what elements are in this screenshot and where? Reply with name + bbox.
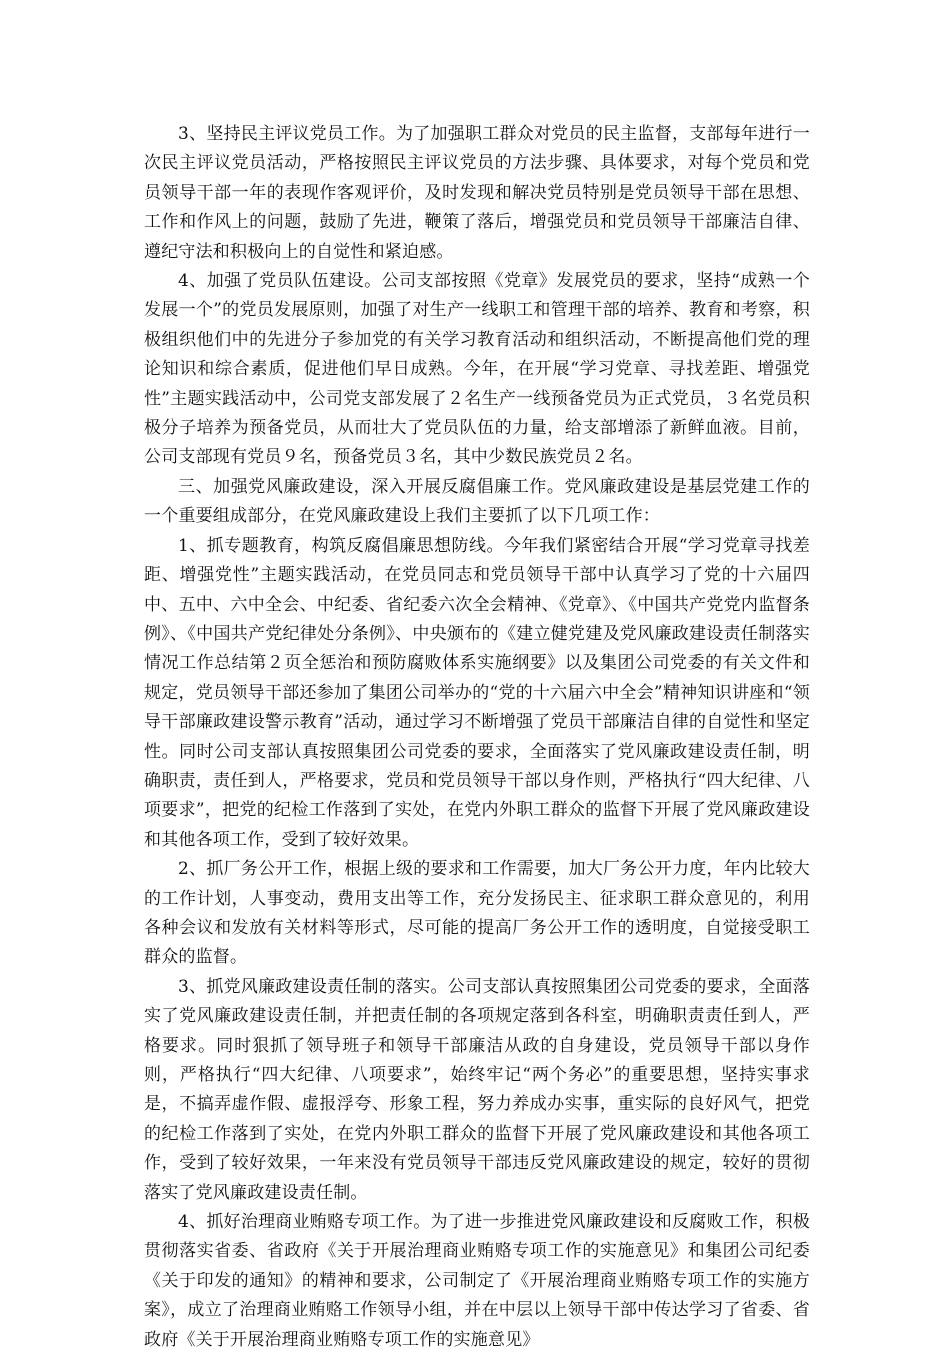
paragraph-thematic-education: 1、抓专题教育，构筑反腐倡廉思想防线。今年我们紧密结合开展“学习党章寻找差距、增强党性”主题实践活动，在党员同志和党员领导干部中认真学习了党的十六届四中、五中、六中全会、中纪委、省纪委六次全会精神、《党章》、《中国共产党党内监督条例》、《中国共产党纪律处分条例》、中央颁布的《建立健党建及党风廉政建设责任制落实情况工作总结第２页全惩治和预防腐败体系实施纲要》以及集团公司党委的有关文件和规定，党员领导干部还参加了集团公司举办的“党的十六届六中全会”精神知识讲座和“领导干部廉政建设警示教育”活动，通过学习不断增强了党员干部廉洁自律的自觉性和坚定性。同时公司支部认真按照集团公司党委的要求，全面落实了党风廉政建设责任制，明确职责，责任到人，严格要求，党员和党员领导干部以身作则，严格执行“四大纪律、八项要求”，把党的纪检工作落到了实处，在党内外职工群众的监督下开展了党风廉政建设和其他各项工作，受到了较好效果。 (144, 535, 810, 850)
document-page (144, 120, 810, 1355)
paragraph-democratic-evaluation: 3、坚持民主评议党员工作。为了加强职工群众对党员的民主监督，支部每年进行一次民主评议党员活动，严格按照民主评议党员的方法步骤、具体要求，对每个党员和党员领导干部一年的表现作客观评价，及时发现和解决党员特别是党员领导干部在思想、工作和作风上的问题，鼓励了先进，鞭策了落后，增强党员和党员领导干部廉洁自律、遵纪守法和积极向上的自觉性和紧迫感。 (144, 124, 810, 262)
paragraph-responsibility-system: 3、抓党风廉政建设责任制的落实。公司支部认真按照集团公司党委的要求，全面落实了党风廉政建设责任制，并把责任制的各项规定落到各科室，明确职责责任到人，严格要求。同时狠抓了领导班子和领导干部廉洁从政的自身建设，党员领导干部以身作则，严格执行“四大纪律、八项要求”，始终牢记“两个务必”的重要思想，坚持实事求是，不搞弄虚作假、虚报浮夸、形象工程，努力养成办实事，重实际的良好风气，把党的纪检工作落到了实处，在党内外职工群众的监督下开展了党风廉政建设和其他各项工作，受到了较好效果，一年来没有党员领导干部违反党风廉政建设的规定，较好的贯彻落实了党风廉政建设责任制。 (144, 976, 810, 1203)
section-heading-anti-corruption: 三、加强党风廉政建设，深入开展反腐倡廉工作。党风廉政建设是基层党建工作的一个重要组成部分，在党风廉政建设上我们主要抓了以下几项工作： (144, 476, 810, 527)
paragraph-commercial-bribery: 4、抓好治理商业贿赂专项工作。为了进一步推进党风廉政建设和反腐败工作，积极贯彻落实省委、省政府《关于开展治理商业贿赂专项工作的实施意见》和集团公司纪委《关于印发的通知》的精神和要求，公司制定了《开展治理商业贿赂专项工作的实施方案》，成立了治理商业贿赂工作领导小组，并在中层以上领导干部中传达学习了省委、省政府《关于开展治理商业贿赂专项工作的实施意见》 (144, 1212, 810, 1350)
paragraph-factory-affairs-openness: 2、抓厂务公开工作，根据上级的要求和工作需要，加大厂务公开力度，年内比较大的工作计划，人事变动，费用支出等工作，充分发扬民主、征求职工群众意见的，利用各种会议和发放有关材料等形式，尽可能的提高厂务公开工作的透明度，自觉接受职工群众的监督。 (144, 859, 810, 968)
paragraph-party-member-team: 4、加强了党员队伍建设。公司支部按照《党章》发展党员的要求，坚持“成熟一个发展一个”的党员发展原则，加强了对生产一线职工和管理干部的培养、教育和考察，积极组织他们中的先进分子参加党的有关学习教育活动和组织活动，不断提高他们党的理论知识和综合素质，促进他们早日成熟。今年，在开展“学习党章、寻找差距、增强党性”主题实践活动中，公司党支部发展了２名生产一线预备党员为正式党员，３名党员积极分子培养为预备党员，从而壮大了党员队伍的力量，给支部增添了新鲜血液。目前，公司支部现有党员９名，预备党员３名，其中少数民族党员２名。 (144, 271, 810, 468)
